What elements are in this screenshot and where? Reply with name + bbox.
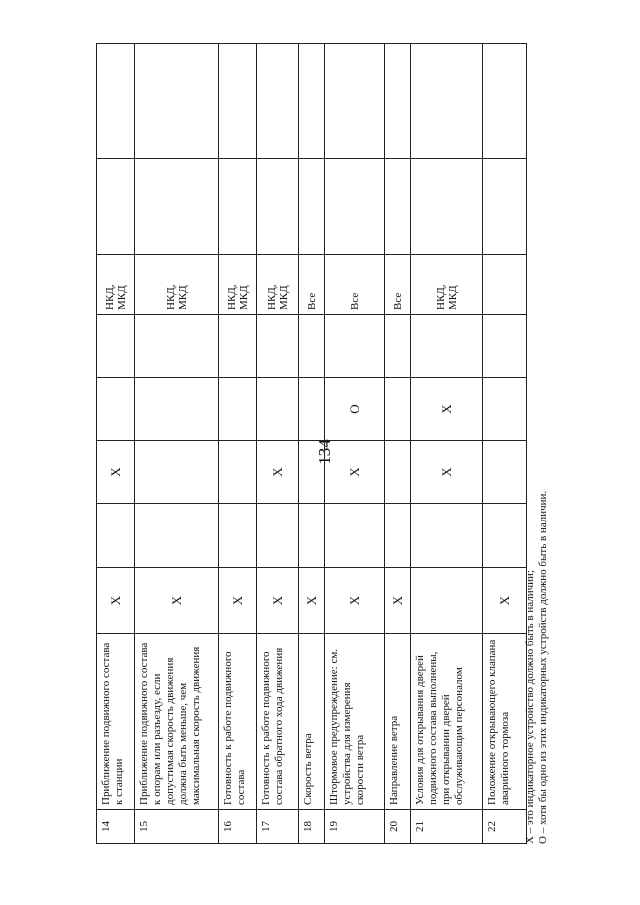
mark-cell: X: [325, 441, 385, 504]
mark-cell: [299, 315, 325, 378]
extra-cell: [325, 159, 385, 255]
mark-cell: X: [385, 568, 411, 634]
row-description: Положение открывающего клапана аварийного тормоза: [483, 634, 527, 810]
mark-cell: [483, 378, 527, 441]
extra-cell: [411, 44, 483, 159]
mark-cell: [219, 504, 257, 568]
extra-cell: [483, 159, 527, 255]
extra-cell: [299, 44, 325, 159]
mark-cell: X: [135, 568, 219, 634]
row-description: Приближение подвижного состава к станции: [97, 634, 135, 810]
vehicle-type-cell: НКД, МКД: [219, 255, 257, 315]
mark-cell: X: [219, 568, 257, 634]
mark-cell: [219, 378, 257, 441]
mark-cell: [411, 568, 483, 634]
mark-cell: [483, 315, 527, 378]
mark-cell: X: [257, 441, 299, 504]
mark-cell: [385, 504, 411, 568]
row-description: Направление ветра: [385, 634, 411, 810]
table-row: [385, 44, 411, 844]
row-number: 17: [257, 810, 299, 844]
extra-cell: [135, 159, 219, 255]
extra-cell: [385, 159, 411, 255]
mark-cell: [385, 441, 411, 504]
extra-cell: [411, 159, 483, 255]
mark-cell: X: [411, 441, 483, 504]
mark-cell: X: [325, 568, 385, 634]
vehicle-type-cell: Все: [385, 255, 411, 315]
x-note: X – это индикаторное устройство должно быть в наличии;: [524, 570, 536, 844]
vehicle-type-cell: Все: [325, 255, 385, 315]
o-note: O – хотя бы одно из этих индикаторных устройств должно быть в наличии.: [537, 490, 549, 844]
mark-cell: [135, 315, 219, 378]
row-number: 22: [483, 810, 527, 844]
table-row: [483, 44, 527, 844]
mark-cell: [257, 378, 299, 441]
mark-cell: X: [411, 378, 483, 441]
extra-cell: [97, 44, 135, 159]
row-number: 16: [219, 810, 257, 844]
vehicle-type-cell: НКД, МКД: [257, 255, 299, 315]
table-row: [257, 44, 299, 844]
mark-cell: [483, 441, 527, 504]
mark-cell: X: [257, 568, 299, 634]
extra-cell: [325, 44, 385, 159]
row-description: Скорость ветра: [299, 634, 325, 810]
row-description: Штормовое предупреждение: см. устройства для измерения скорости ветра: [325, 634, 385, 810]
mark-cell: X: [483, 568, 527, 634]
landscape-content: [96, 44, 591, 844]
mark-cell: X: [97, 441, 135, 504]
mark-cell: [299, 378, 325, 441]
row-description: Условия для открывания дверей подвижного состава выполнены, при открывании дверей обслуживающим персоналом: [411, 634, 483, 810]
notes: [524, 44, 550, 844]
mark-cell: [135, 441, 219, 504]
mark-cell: [135, 504, 219, 568]
mark-cell: [219, 441, 257, 504]
mark-cell: X: [97, 568, 135, 634]
extra-cell: [219, 159, 257, 255]
mark-cell: [325, 504, 385, 568]
rotated-table-area: [96, 44, 591, 844]
mark-cell: [257, 315, 299, 378]
indicator-table: [96, 43, 527, 844]
mark-cell: [299, 441, 325, 504]
vehicle-type-cell: НКД, МКД: [411, 255, 483, 315]
row-description: Готовность к работе подвижного состава обратного хода движения: [257, 634, 299, 810]
mark-cell: [325, 315, 385, 378]
row-number: 19: [325, 810, 385, 844]
extra-cell: [219, 44, 257, 159]
vehicle-type-cell: Все: [299, 255, 325, 315]
mark-cell: [257, 504, 299, 568]
table-body: [97, 44, 527, 844]
mark-cell: [299, 504, 325, 568]
mark-cell: [97, 378, 135, 441]
page-number: 134: [314, 439, 334, 465]
extra-cell: [257, 159, 299, 255]
mark-cell: [385, 315, 411, 378]
mark-cell: O: [325, 378, 385, 441]
table-row: [325, 44, 385, 844]
mark-cell: [385, 378, 411, 441]
row-number: 21: [411, 810, 483, 844]
mark-cell: [411, 504, 483, 568]
mark-cell: [411, 315, 483, 378]
mark-cell: X: [299, 568, 325, 634]
table-row: [299, 44, 325, 844]
extra-cell: [97, 159, 135, 255]
extra-cell: [135, 44, 219, 159]
mark-cell: [135, 378, 219, 441]
table-row: [97, 44, 135, 844]
extra-cell: [385, 44, 411, 159]
mark-cell: [97, 315, 135, 378]
row-description: Приближение подвижного состава к опорам или разъезду, если допустимая скорость движения должна быть меньше, чем максимальная скорость движения: [135, 634, 219, 810]
row-number: 20: [385, 810, 411, 844]
vehicle-type-cell: [483, 255, 527, 315]
vehicle-type-cell: НКД, МКД: [97, 255, 135, 315]
vehicle-type-cell: НКД, МКД: [135, 255, 219, 315]
mark-cell: [483, 504, 527, 568]
mark-cell: [219, 315, 257, 378]
extra-cell: [299, 159, 325, 255]
row-number: 18: [299, 810, 325, 844]
table-row: [135, 44, 219, 844]
row-number: 14: [97, 810, 135, 844]
table-row: [411, 44, 483, 844]
extra-cell: [257, 44, 299, 159]
mark-cell: [97, 504, 135, 568]
extra-cell: [483, 44, 527, 159]
row-number: 15: [135, 810, 219, 844]
table-row: [219, 44, 257, 844]
row-description: Готовность к работе подвижного состава: [219, 634, 257, 810]
